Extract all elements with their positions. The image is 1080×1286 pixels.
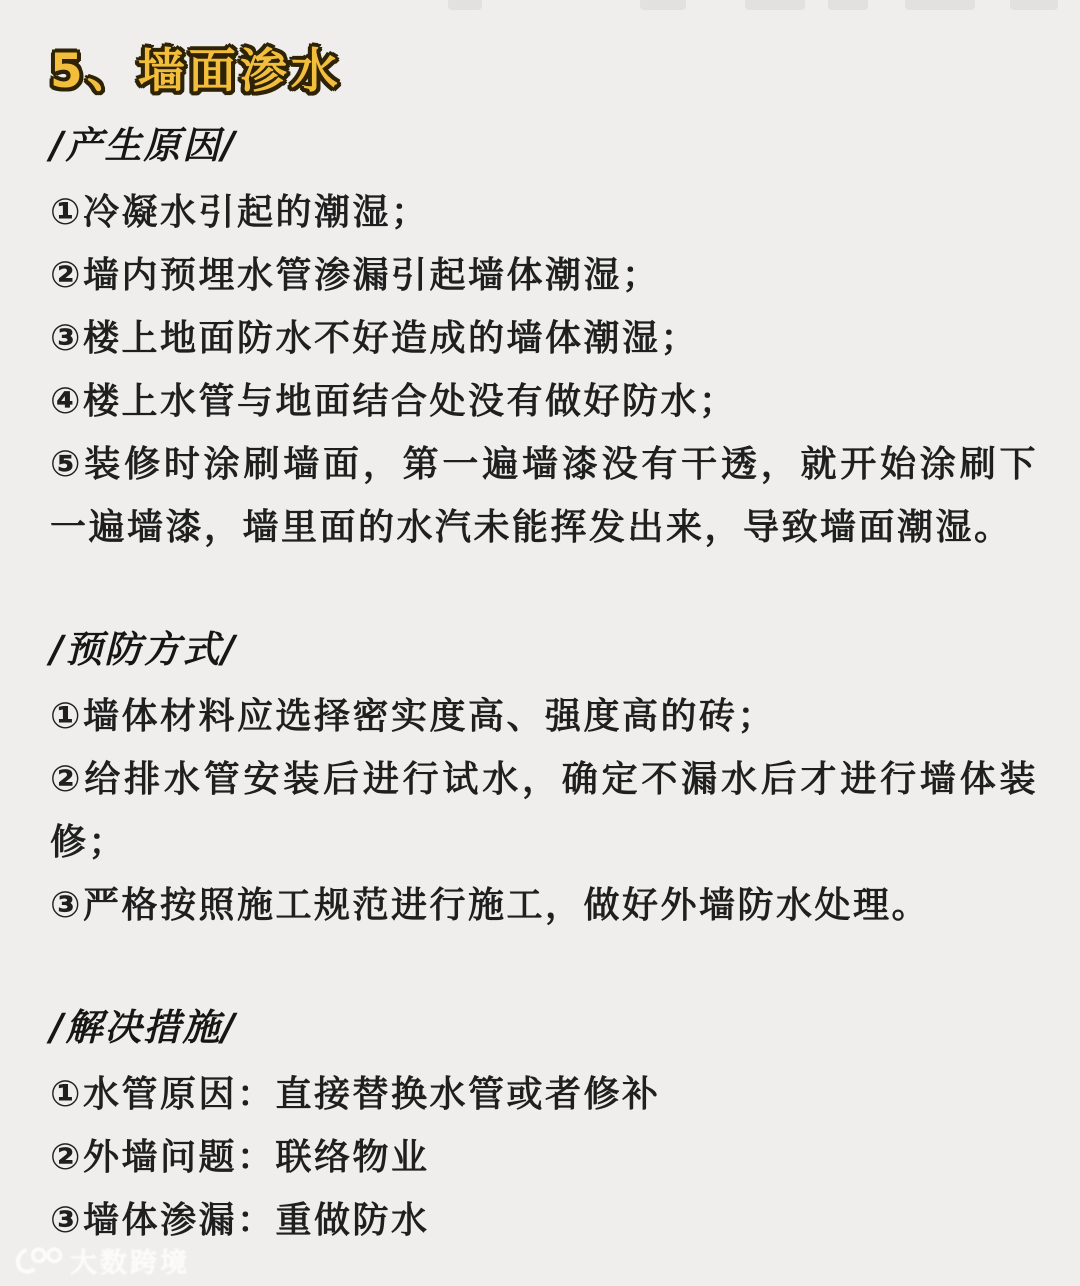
page-title: 5、墙面渗水 (50, 44, 342, 99)
list-item: ④楼上水管与地面结合处没有做好防水； (50, 381, 738, 422)
list-item: ①冷凝水引起的潮湿； (50, 192, 430, 233)
list-item: ②给排水管安装后进行试水，确定不漏水后才进行墙体装修； (50, 759, 1038, 863)
list-item: ③楼上地面防水不好造成的墙体潮湿； (50, 318, 699, 359)
section-heading-causes: /产生原因/ (50, 124, 238, 167)
section-prevention (50, 621, 1038, 937)
list-item: ①墙体材料应选择密实度高、强度高的砖； (50, 696, 776, 737)
cropped-text-artifacts (0, 0, 1080, 14)
section-causes (50, 117, 1038, 559)
list-item: ③墙体渗漏：重做防水 (50, 1200, 430, 1241)
watermark-label: 大数跨境 (70, 1248, 190, 1279)
list-item: ②墙内预埋水管渗漏引起墙体潮湿； (50, 255, 661, 296)
list-item: ①水管原因：直接替换水管或者修补 (50, 1074, 661, 1115)
list-item: ③严格按照施工规范进行施工，做好外墙防水处理。 (50, 885, 930, 926)
section-heading-solutions: /解决措施/ (50, 1006, 238, 1049)
section-solutions (50, 999, 1038, 1252)
section-heading-prevention: /预防方式/ (50, 628, 238, 671)
list-item: ⑤装修时涂刷墙面，第一遍墙漆没有干透，就开始涂刷下一遍墙漆，墙里面的水汽未能挥发出来，导致墙面潮湿。 (50, 444, 1038, 548)
list-item: ②外墙问题：联络物业 (50, 1137, 430, 1178)
glasses-100-logo-icon (12, 1243, 64, 1279)
watermark (12, 1241, 190, 1280)
